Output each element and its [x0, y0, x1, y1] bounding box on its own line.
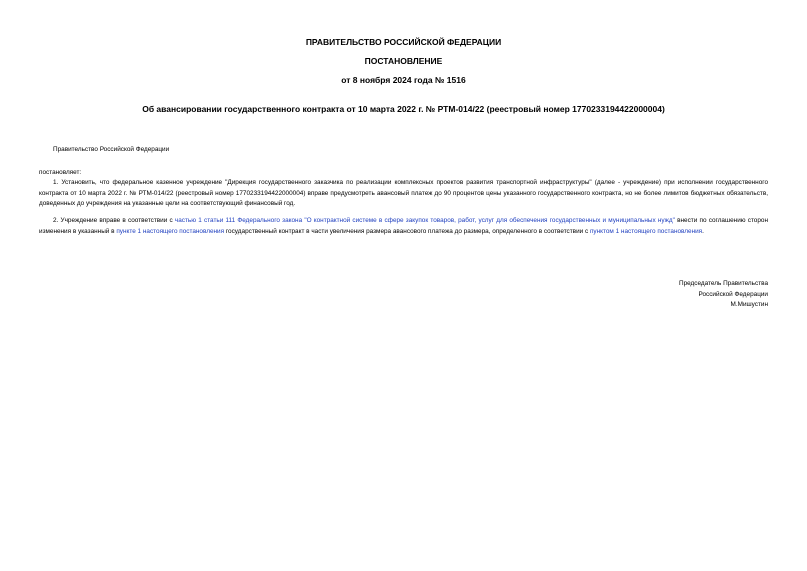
- paragraph-item-1: 1. Установить, что федеральное казенное учреждение "Дирекция государственного заказчика по реализации комплексных проектов развития транспортной инфраструктуры" (далее - учреждение) при исполнении государственного контракта от 10 марта 2022 г. № РТМ-014/22 (реестровый номер 1770233194422000004) вправе предусмотреть авансовый платеж до 90 процентов цены указанного государственного контракта, но не более лимитов бюджетных обязательств, доведенных до учреждения на указанные цели на соответствующий финансовый год.: [39, 179, 768, 208]
- issuer-text: Правительство Российской Федерации: [53, 146, 170, 153]
- signature-position: Председатель Правительства: [679, 280, 768, 287]
- point1-reference-link[interactable]: пункте 1 настоящего постановления: [116, 227, 225, 235]
- item2-text-part1: 2. Учреждение вправе в соответствии с: [53, 217, 175, 224]
- item2-text-part4: .: [702, 227, 704, 235]
- signature-block: [679, 279, 768, 311]
- government-heading: ПРАВИТЕЛЬСТВО РОССИЙСКОЙ ФЕДЕРАЦИИ: [305, 37, 502, 47]
- item2-text-part2: внести по соглашению сторон изменения в указанный в: [39, 217, 769, 235]
- signature-name: М.Мишустин: [730, 301, 768, 309]
- item2-text-part3: государственный контракт в части увеличения размера авансового платежа до размера, определенного в соответствии с: [224, 227, 590, 235]
- resolves-text: постановляет:: [39, 169, 82, 176]
- law-article-link[interactable]: частью 1 статьи 111 Федерального закона "О контрактной системе в сфере закупок товаров, работ, услуг для обеспечения государственных и муниципальных нужд": [174, 217, 675, 224]
- document-title: Об авансировании государственного контракта от 10 марта 2022 г. № РТМ-014/22 (реестровый номер 1770233194422000004): [142, 104, 665, 114]
- paragraph-item-2: [39, 216, 768, 237]
- document-type: ПОСТАНОВЛЕНИЕ: [364, 56, 443, 66]
- point1-reference-link-2[interactable]: пунктом 1 настоящего постановления: [589, 227, 703, 235]
- signature-organization: Российской Федерации: [698, 290, 768, 298]
- document-date-number: от 8 ноября 2024 года № 1516: [341, 75, 466, 85]
